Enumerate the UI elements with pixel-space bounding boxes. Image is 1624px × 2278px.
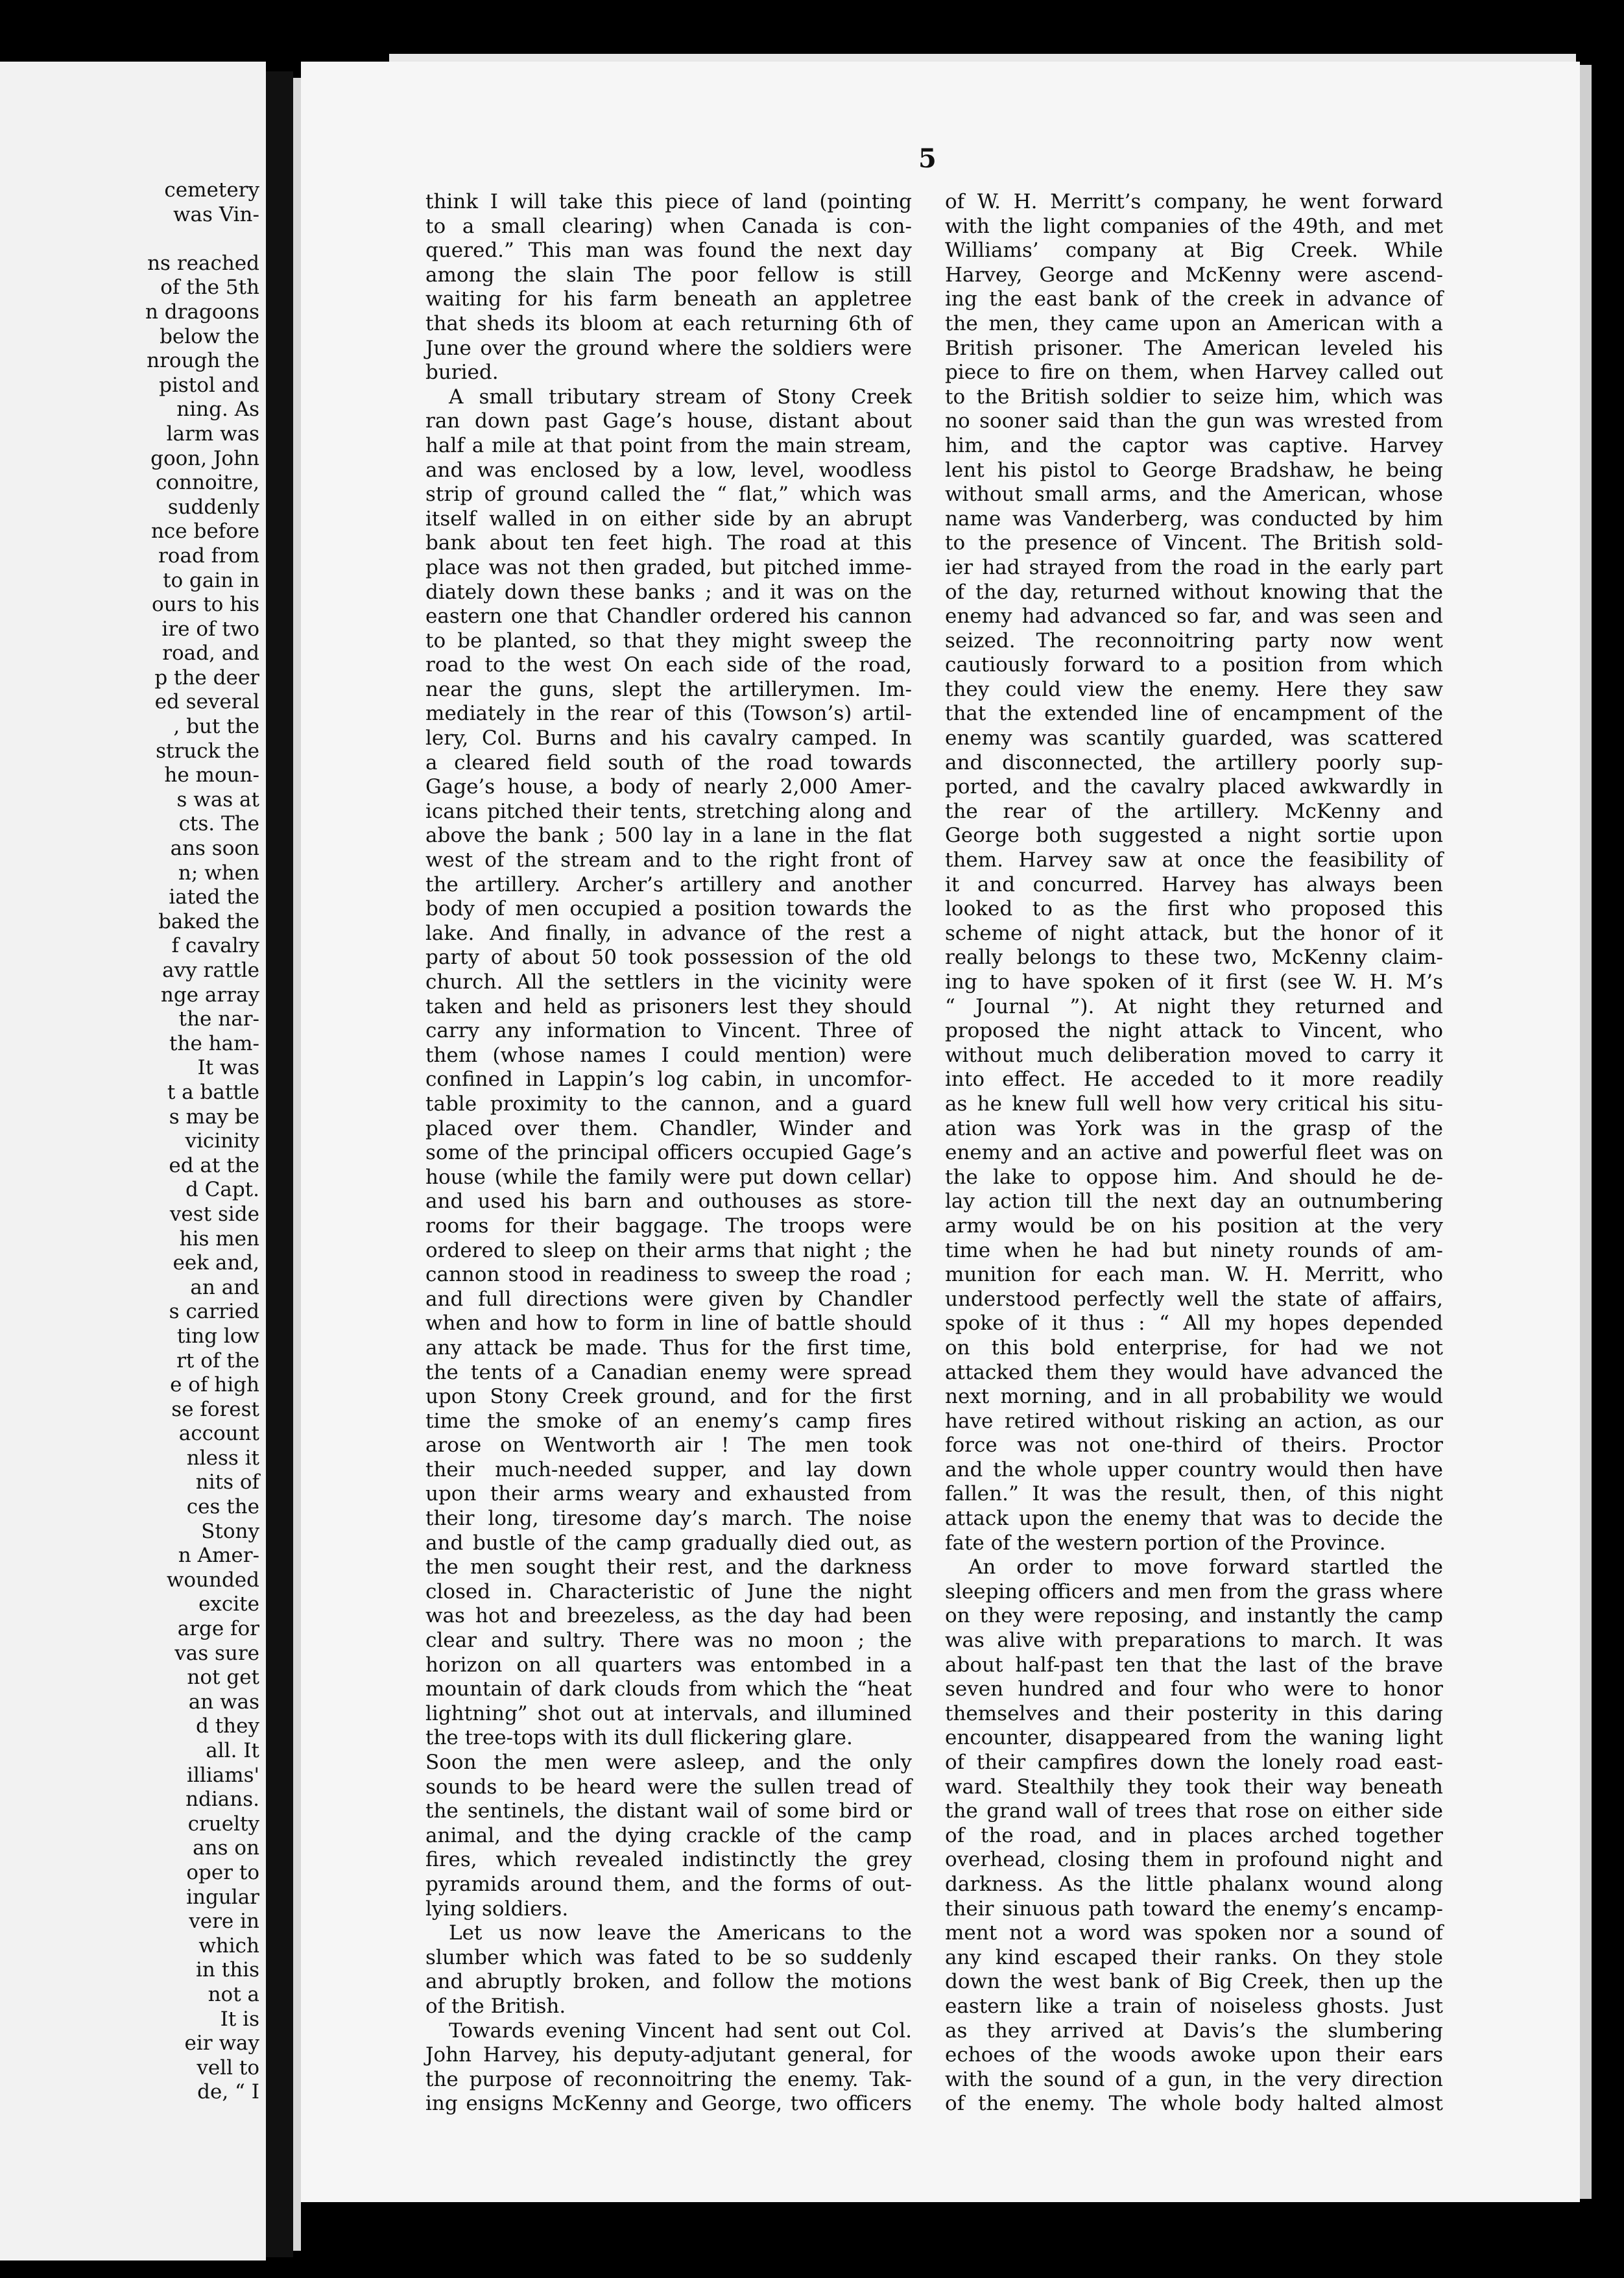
fragment-line: s may be [169,1105,259,1129]
text-line: cannon stood in readiness to sweep the road ; [425,1263,912,1287]
text-line: and used his barn and outhouses as store- [425,1190,912,1214]
fragment-line: avy rattle [162,959,259,982]
fragment-line: pistol and [159,373,259,397]
text-line: mountain of dark clouds from which the “heat [425,1677,912,1701]
text-line: British prisoner. The American leveled his [945,336,1443,360]
text-line: and disconnected, the artillery poorly sup- [945,750,1443,774]
text-line: ing the east bank of the creek in advance of [945,287,1443,311]
text-line: and full directions were given by Chandler [425,1287,912,1311]
text-line: with the sound of a gun, in the very direction [945,2067,1443,2091]
fragment-line: It was [197,1056,259,1080]
fragment-line: road, and [162,641,259,665]
fragment-line: baked the [158,909,259,933]
fragment-line: vere in [189,1910,259,1934]
fragment-line: an and [190,1275,259,1299]
text-line: An order to move forward startled the [968,1555,1443,1579]
text-line: attack upon the enemy that was to decide the [945,1507,1443,1531]
text-line: without much deliberation moved to carry it [945,1043,1443,1067]
text-line: lake. And finally, in advance of the rest a [425,921,912,945]
fragment-line: he moun- [164,763,259,787]
text-line: ordered to sleep on their arms that night ; the [425,1238,912,1262]
text-line: George both suggested a night sortie upon [945,824,1443,848]
text-line: to the British soldier to seize him, which was [945,385,1443,409]
text-line: the men sought their rest, and the darkness [425,1555,912,1579]
text-line: that sheds its bloom at each returning 6th of [425,311,912,335]
text-line: have retired without risking an action, as our [945,1409,1443,1433]
fragment-line: below the [160,324,259,348]
text-line: understood perfectly well the state of affairs, [945,1287,1443,1311]
fragment-line: ces the [186,1495,259,1519]
fragment-line: iated the [169,885,259,909]
text-line: place was not then graded, but pitched imme- [425,555,912,579]
text-line: Towards evening Vincent had sent out Col. [449,2019,912,2043]
book-spine [266,71,293,2257]
fragment-line: not a [208,1982,259,2006]
text-line: the tree-tops with its dull flickering glare. [425,1726,853,1750]
text-line: arose on Wentworth air ! The men took [425,1433,912,1457]
text-line: sleeping officers and men from the grass where [945,1579,1443,1603]
text-line: time when he had but ninety rounds of am- [945,1238,1443,1262]
text-line: near the guns, slept the artillerymen. Im- [425,677,912,701]
text-line: mediately in the rear of this (Towson’s) artil- [425,702,912,726]
text-line: with the light companies of the 49th, and met [945,214,1443,238]
text-column-1 [425,190,912,2116]
text-line: pyramids around them, and the forms of out- [425,1872,912,1896]
fragment-line: connoitre, [155,471,259,495]
text-line: Soon the men were asleep, and the only [425,1751,912,1774]
text-line: party of about 50 took possession of the old [425,946,912,970]
fragment-line: ed at the [169,1153,259,1177]
text-line: their much-needed supper, and lay down [425,1457,912,1481]
text-line: body of men occupied a position towards the [425,897,912,921]
text-line: ing ensigns McKenny and George, two officers [425,2092,912,2116]
fragment-line: goon, John [150,446,259,470]
text-line: fallen.” It was the result, then, of this night [945,1482,1443,1506]
text-line: was alive with preparations to march. It was [945,1629,1443,1653]
text-line: lay action till the next day an outnumbering [945,1190,1443,1214]
text-line: enemy and an active and powerful fleet was on [945,1141,1443,1165]
text-line: down the west bank of Big Creek, then up the [945,1970,1443,1994]
fragment-line: all. It [206,1739,259,1762]
fragment-line: e of high [170,1373,259,1397]
text-line: the men, they came upon an American with a [945,311,1443,335]
text-line: Williams’ company at Big Creek. While [945,239,1443,263]
text-line: was hot and breezeless, as the day had been [425,1604,912,1628]
fragment-line: nge array [160,983,259,1007]
text-line: army would be on his position at the very [945,1214,1443,1238]
text-line: upon their arms weary and exhausted from [425,1482,912,1506]
text-line: and abruptly broken, and follow the motions [425,1970,912,1994]
text-line: them. Harvey saw at once the feasibility of [945,848,1443,872]
text-line: carry any information to Vincent. Three of [425,1019,912,1043]
text-line: diately down these banks ; and it was on the [425,580,912,604]
spine-edge [293,78,301,2251]
text-line: into effect. He acceded to it more readily [945,1068,1443,1092]
fragment-line: d Capt. [185,1178,259,1202]
text-line: the sentinels, the distant wail of some bird or [425,1799,912,1823]
text-line: the purpose of reconnoitring the enemy. Tak- [425,2067,912,2091]
text-line: clear and sultry. There was no moon ; the [425,1629,912,1653]
fragment-line: not get [187,1666,259,1690]
fragment-line: f cavalry [171,934,259,958]
text-line: seized. The reconnoitring party now went [945,629,1443,653]
text-line: lent his pistol to George Bradshaw, he being [945,458,1443,482]
fragment-line: struck the [156,739,259,763]
fragment-line: It is [220,2007,259,2031]
text-line: and bustle of the camp gradually died out, as [425,1531,912,1555]
fragment-line [6,227,259,252]
fragment-line: cts. The [178,812,259,836]
text-line: any kind escaped their ranks. On they stole [945,1945,1443,1969]
text-line: ment not a word was spoken nor a sound of [945,1921,1443,1945]
fragment-line: n Amer- [178,1544,259,1568]
fragment-line: of the 5th [160,276,259,300]
fragment-line: n dragoons [145,300,259,324]
fragment-line: ire of two [161,617,259,641]
text-line: of the enemy. The whole body halted almost [945,2092,1443,2116]
fragment-line: eek and, [173,1251,259,1275]
text-line: fate of the western portion of the Province. [945,1531,1386,1555]
text-line: table proximity to the cannon, and a guard [425,1092,912,1116]
text-line: him, and the captor was captive. Harvey [945,433,1443,457]
text-line: the artillery. Archer’s artillery and another [425,872,912,896]
fragment-line: ans on [193,1836,259,1860]
text-line: their sinuous path toward the enemy’s encamp- [945,1897,1443,1921]
text-line: Harvey, George and McKenny were ascend- [945,263,1443,287]
left-page-text [6,178,259,2105]
fragment-line: vas sure [174,1641,259,1665]
fragment-line: d they [196,1714,259,1738]
fragment-line: ns reached [147,251,259,275]
fragment-line: wounded [166,1568,259,1592]
text-line: spoke of it thus : “ All my hopes depended [945,1312,1443,1336]
fragment-line: an was [188,1690,259,1714]
text-line: their long, tiresome day’s march. The noise [425,1507,912,1531]
text-line: time the smoke of an enemy’s camp fires [425,1409,912,1433]
right-page-edge [1580,65,1592,2199]
text-line: enemy had advanced so far, and was seen and [945,605,1443,629]
fragment-line: arge for [177,1617,259,1641]
text-line: ation was York was in the grasp of the [945,1116,1443,1140]
text-line: lery, Col. Burns and his cavalry camped. In [425,726,912,750]
text-line: piece to fire on them, when Harvey called out [945,361,1443,385]
fragment-line: excite [198,1592,259,1616]
text-line: horizon on all quarters was entombed in a [425,1653,912,1677]
text-line: sounds to be heard were the sullen tread of [425,1775,912,1799]
fragment-line: larm was [166,422,259,446]
text-column-2 [945,190,1443,2116]
text-line: ing to have spoken of it first (see W. H. M’s [945,970,1443,994]
text-line: enemy was scantily guarded, was scattered [945,726,1443,750]
text-line: strip of ground called the “ flat,” which was [425,483,912,507]
text-line: that the extended line of encampment of the [945,702,1443,726]
fragment-line: oper to [186,1860,259,1884]
text-line: bank about ten feet high. The road at this [425,531,912,555]
text-line: any attack be made. Thus for the first time, [425,1336,912,1360]
text-line: of the road, and in places arched together [945,1823,1443,1847]
text-line: force was not one-third of theirs. Proctor [945,1433,1443,1457]
text-line: half a mile at that point from the main stream, [425,433,912,457]
text-line: buried. [425,361,499,385]
fragment-line: ning. As [176,398,259,422]
text-line: slumber which was fated to be so suddenly [425,1945,912,1969]
text-line: eastern like a train of noiseless ghosts. Just [945,1994,1443,2018]
fragment-line: ndians. [185,1788,259,1812]
fragment-line: n; when [178,861,259,885]
text-line: ward. Stealthily they took their way beneath [945,1775,1443,1799]
text-line: rooms for their baggage. The troops were [425,1214,912,1238]
text-line: and the whole upper country would then have [945,1457,1443,1481]
text-line: quered.” This man was found the next day [425,239,912,263]
fragment-line: ting low [176,1324,259,1348]
text-line: the tents of a Canadian enemy were spread [425,1360,912,1384]
text-line: of W. H. Merritt’s company, he went forward [945,190,1443,213]
text-line: ran down past Gage’s house, distant about [425,409,912,433]
text-line: about half-past ten that the last of the brave [945,1653,1443,1677]
fragment-line: de, “ I [197,2080,259,2104]
text-line: themselves and their posterity in this daring [945,1701,1443,1725]
page-number: 5 [918,143,937,174]
fragment-line: ingular [186,1885,259,1909]
text-line: no sooner said than the gun was wrested from [945,409,1443,433]
text-line: John Harvey, his deputy-adjutant general, for [425,2043,912,2067]
text-line: to a small clearing) when Canada is con- [425,214,912,238]
fragment-line: nits of [195,1470,259,1494]
text-line: echoes of the woods awoke upon their ears [945,2043,1443,2067]
text-line: waiting for his farm beneath an appletree [425,287,912,311]
text-line: scheme of night attack, but the honor of it [945,921,1443,945]
text-line: as he knew full well how very critical his situ- [945,1092,1443,1116]
text-line: think I will take this piece of land (pointing [425,190,912,213]
fragment-line: was Vin- [173,202,259,226]
text-line: of their campfires down the lonely road east- [945,1751,1443,1774]
fragment-line: the nar- [178,1007,259,1031]
text-line: the rear of the artillery. McKenny and [945,799,1443,823]
text-line: without small arms, and the American, whose [945,483,1443,507]
text-line: lightning” shot out at intervals, and illumined [425,1701,912,1725]
fragment-line: ed several [154,690,259,714]
text-line: name was Vanderberg, was conducted by him [945,507,1443,531]
text-line: seven hundred and four who were to honor [945,1677,1443,1701]
fragment-line: ans soon [170,837,259,861]
text-line: A small tributary stream of Stony Creek [449,385,912,409]
text-line: ier had strayed from the road in the early part [945,555,1443,579]
text-line: really belongs to these two, McKenny claim- [945,946,1443,970]
fragment-line: se forest [171,1397,259,1421]
text-line: west of the stream and to the right front of [425,848,912,872]
text-line: closed in. Characteristic of June the night [425,1579,912,1603]
text-line: among the slain The poor fellow is still [425,263,912,287]
text-line: Let us now leave the Americans to the [449,1921,912,1945]
fragment-line: p the deer [154,665,259,689]
text-line: of the British. [425,1994,566,2018]
text-line: they could view the enemy. Here they saw [945,677,1443,701]
text-line: church. All the settlers in the vicinity were [425,970,912,994]
text-line: June over the ground where the soldiers were [425,336,912,360]
fragment-line: s carried [169,1300,259,1324]
text-line: when and how to form in line of battle should [425,1312,912,1336]
text-line: road to the west On each side of the road, [425,653,912,677]
text-line: fires, which revealed indistinctly the grey [425,1848,912,1872]
fragment-line: nrough the [147,349,259,373]
text-line: a cleared field south of the road towards [425,750,912,774]
fragment-line: his men [179,1227,259,1251]
text-line: as they arrived at Davis’s the slumbering [945,2019,1443,2043]
text-line: looked to as the first who proposed this [945,897,1443,921]
fragment-line: cemetery [164,178,259,202]
text-line: lying soldiers. [425,1897,569,1921]
text-line: itself walled in on either side by an abrupt [425,507,912,531]
text-line: the lake to oppose him. And should he de- [945,1165,1443,1189]
fragment-line: cruelty [187,1812,259,1836]
text-line: overhead, closing them in profound night and [945,1848,1443,1872]
text-line: cautiously forward to a position from which [945,653,1443,677]
fragment-line: in this [196,1958,259,1982]
fragment-line: eir way [184,2032,259,2056]
text-line: ported, and the cavalry placed awkwardly in [945,775,1443,799]
text-line: placed over them. Chandler, Winder and [425,1116,912,1140]
fragment-line: nless it [186,1446,259,1470]
fragment-line: nce before [150,520,259,544]
text-line: house (while the family were put down cellar) [425,1165,912,1189]
text-line: attacked them they would have advanced the [945,1360,1443,1384]
fragment-line: to gain in [163,568,259,592]
text-line: on they were reposing, and instantly the camp [945,1604,1443,1628]
fragment-line: the ham- [169,1031,259,1055]
fragment-line: which [198,1934,259,1958]
text-line: of the day, returned without knowing that the [945,580,1443,604]
text-line: the grand wall of trees that rose on either side [945,1799,1443,1823]
text-line: taken and held as prisoners lest they should [425,994,912,1018]
text-line: confined in Lappin’s log cabin, in uncomfor- [425,1068,912,1092]
text-line: next morning, and in all probability we would [945,1385,1443,1409]
text-line: “ Journal ”). At night they returned and [945,994,1443,1018]
fragment-line: account [178,1422,259,1446]
fragment-line: vest side [169,1202,259,1226]
fragment-line: suddenly [167,495,259,519]
text-line: above the bank ; 500 lay in a lane in the flat [425,824,912,848]
fragment-line: road from [158,544,259,568]
fragment-line: ours to his [152,593,259,617]
text-line: and was enclosed by a low, level, woodless [425,458,912,482]
text-line: encounter, disappeared from the waning light [945,1726,1443,1750]
text-line: munition for each man. W. H. Merritt, who [945,1263,1443,1287]
fragment-line: rt of the [176,1349,259,1373]
fragment-line: t a battle [167,1080,259,1104]
main-page [301,62,1580,2202]
fragment-line: vell to [197,2056,259,2080]
fragment-line: illiams' [187,1763,259,1787]
text-line: on this bold enterprise, for had we not [945,1336,1443,1360]
text-line: to be planted, so that they might sweep the [425,629,912,653]
text-line: darkness. As the little phalanx wound along [945,1872,1443,1896]
text-line: Gage’s house, a body of nearly 2,000 Amer- [425,775,912,799]
fragment-line: , but the [173,715,259,739]
fragment-line: s was at [176,787,259,811]
left-page-fragment [0,62,266,2260]
text-line: animal, and the dying crackle of the camp [425,1823,912,1847]
fragment-line: vicinity [185,1129,259,1153]
text-line: eastern one that Chandler ordered his cannon [425,605,912,629]
text-line: it and concurred. Harvey has always been [945,872,1443,896]
text-line: upon Stony Creek ground, and for the first [425,1385,912,1409]
text-line: them (whose names I could mention) were [425,1043,912,1067]
text-line: icans pitched their tents, stretching along and [425,799,912,823]
fragment-line: Stony [201,1519,259,1543]
text-line: proposed the night attack to Vincent, who [945,1019,1443,1043]
text-line: some of the principal officers occupied Gage’s [425,1141,912,1165]
text-line: to the presence of Vincent. The British sold- [945,531,1443,555]
